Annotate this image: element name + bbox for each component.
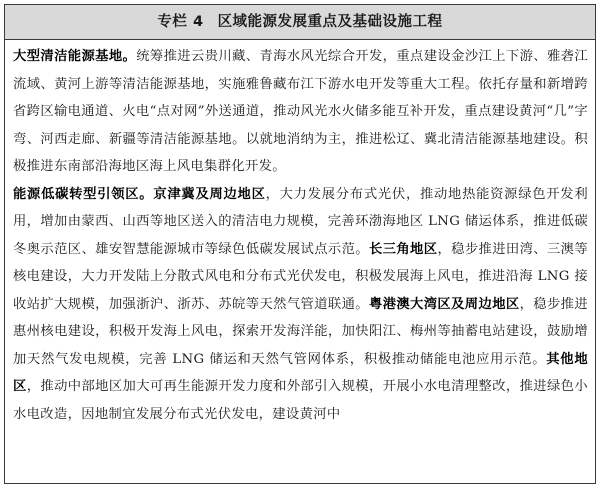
region-name-greater-bay-area: 粤港澳大湾区及周边地区 [368, 296, 520, 312]
region-text-yangtze-delta: ，稳步推进田湾、三澳等核电建设，大力开发陆上分散式风电和分布式光伏发电，积极发展海上风电，推进沿海 LNG 接收站扩大规模，加强浙沪、浙苏、苏皖等天然气管道联通。 [13, 241, 588, 312]
feature-panel [4, 4, 596, 484]
region-name-jingjinji: 京津冀及周边地区 [153, 186, 266, 202]
paragraph-low-carbon-zone [13, 181, 588, 429]
region-text-other-regions: ，推动中部地区加大可再生能源开发力度和外部引入规模，开展小水电清理整改，推进绿色小水电改造，因地制宜发展分布式光伏发电，建设黄河中 [13, 379, 588, 422]
panel-title-bar [5, 5, 595, 40]
panel-body [5, 40, 595, 428]
section-text-clean-energy-base: 统筹推进云贵川藏、青海水风光综合开发，重点建设金沙江上下游、雅砻江流域、黄河上游等清洁能源基地，实施雅鲁藏布江下游水电开发等重大工程。依托存量和新增跨省跨区输电通道、火电“点对网”外送通道，推动风光水火储多能互补开发，重点建设黄河“几”字弯、河西走廊、新疆等清洁能源基地。以就地消纳为主，推进松辽、冀北清洁能源基地建设。积极推进东南部沿海地区海上风电集群化开发。 [13, 49, 588, 174]
region-text-greater-bay-area: ，稳步推进惠州核电建设，积极开发海上风电，探索开发海洋能，加快阳江、梅州等抽蓄电站建设，鼓励增加天然气发电规模，完善 LNG 储运和天然气管网体系，积极推动储能电池应用示范。 [13, 296, 588, 367]
panel-number: 专栏 4 [157, 14, 204, 30]
region-text-jingjinji: ，大力发展分布式光伏，推动地热能资源绿色开发利用，增加由蒙西、山西等地区送入的清洁电力规模，完善环渤海地区 LNG 储运体系，推进低碳冬奥示范区、雄安智慧能源城市等绿色低碳发展试点示范。 [13, 186, 588, 257]
region-name-yangtze-delta: 长三角地区 [368, 241, 438, 257]
paragraph-clean-energy-base [13, 43, 588, 181]
region-name-other-regions: 其他地区 [13, 351, 588, 394]
section-heading-low-carbon-zone: 能源低碳转型引领区。 [13, 186, 154, 202]
section-heading-clean-energy-base: 大型清洁能源基地。 [13, 49, 137, 64]
panel-title: 区域能源发展重点及基础设施工程 [217, 14, 443, 30]
